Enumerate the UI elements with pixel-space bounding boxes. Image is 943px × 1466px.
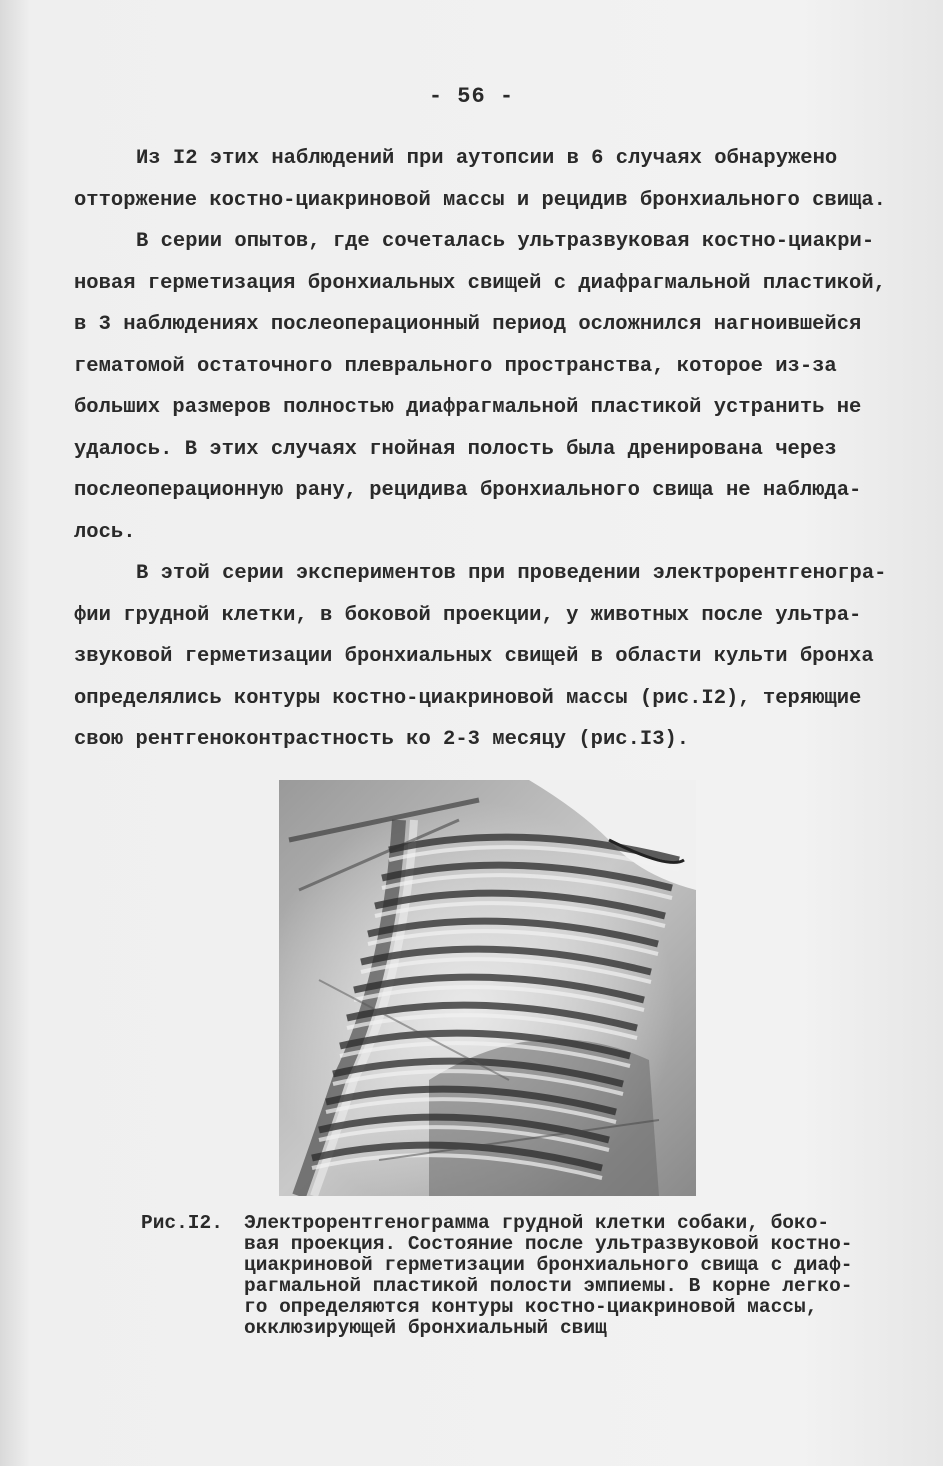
text-line: фии грудной клетки, в боковой проекции, у животных после ультра- (74, 603, 862, 627)
text-line: в 3 наблюдениях послеоперационный период осложнился нагноившейся (74, 313, 862, 336)
chest-xray-icon (279, 780, 696, 1196)
text-line: удалось. В этих случаях гнойная полость была дренирована через (74, 437, 837, 461)
text-line: отторжение костно-циакриновой массы и рецидив бронхиального свища. (74, 188, 886, 212)
text-line: В этой серии экспериментов при проведении электрорентгеногра- (136, 562, 887, 585)
xray-figure (279, 780, 696, 1196)
text-line: гематомой остаточного плеврального пространства, которое из-за (74, 354, 837, 378)
text-line: больших размеров полностью диафрагмальной пластикой устранить не (74, 396, 862, 419)
caption-line: окклюзирующей бронхиальный свищ (244, 1318, 607, 1339)
caption-line: циакриновой герметизации бронхиального свища с диаф- (244, 1255, 853, 1276)
body-text (74, 138, 926, 761)
text-line: звуковой герметизации бронхиальных свищей в области культи бронха (74, 645, 874, 668)
caption-line: рагмальной пластикой полости эмпиемы. В корне легко- (244, 1276, 853, 1297)
text-line: Из I2 этих наблюдений при аутопсии в 6 случаях обнаружено (136, 147, 838, 170)
text-line: свою рентгеноконтрастность ко 2-3 месяцу (рис.I3). (74, 728, 690, 751)
caption-line: го определяются контуры костно-циакриновой массы, (244, 1297, 818, 1318)
text-line: новая герметизация бронхиальных свищей с диафрагмальной пластикой, (74, 271, 886, 295)
paragraph (74, 138, 926, 221)
text-line: В серии опытов, где сочеталась ультразвуковая костно-циакри- (136, 230, 875, 253)
page-number: - 56 - (428, 84, 515, 109)
text-line: определялись контуры костно-циакриновой массы (рис.I2), теряющие (74, 686, 862, 710)
paragraph (74, 221, 926, 553)
caption-line: вая проекция. Состояние после ультразвуковой костно- (244, 1234, 853, 1255)
text-line: послеоперационную рану, рецидива бронхиального свища не наблюда- (74, 479, 862, 502)
caption-label: Рис.I2. (141, 1212, 223, 1234)
caption-line: Электрорентгенограмма грудной клетки собаки, боко- (244, 1213, 830, 1234)
caption-text (244, 1213, 924, 1339)
paragraph (74, 553, 926, 761)
text-line: лось. (74, 520, 136, 544)
